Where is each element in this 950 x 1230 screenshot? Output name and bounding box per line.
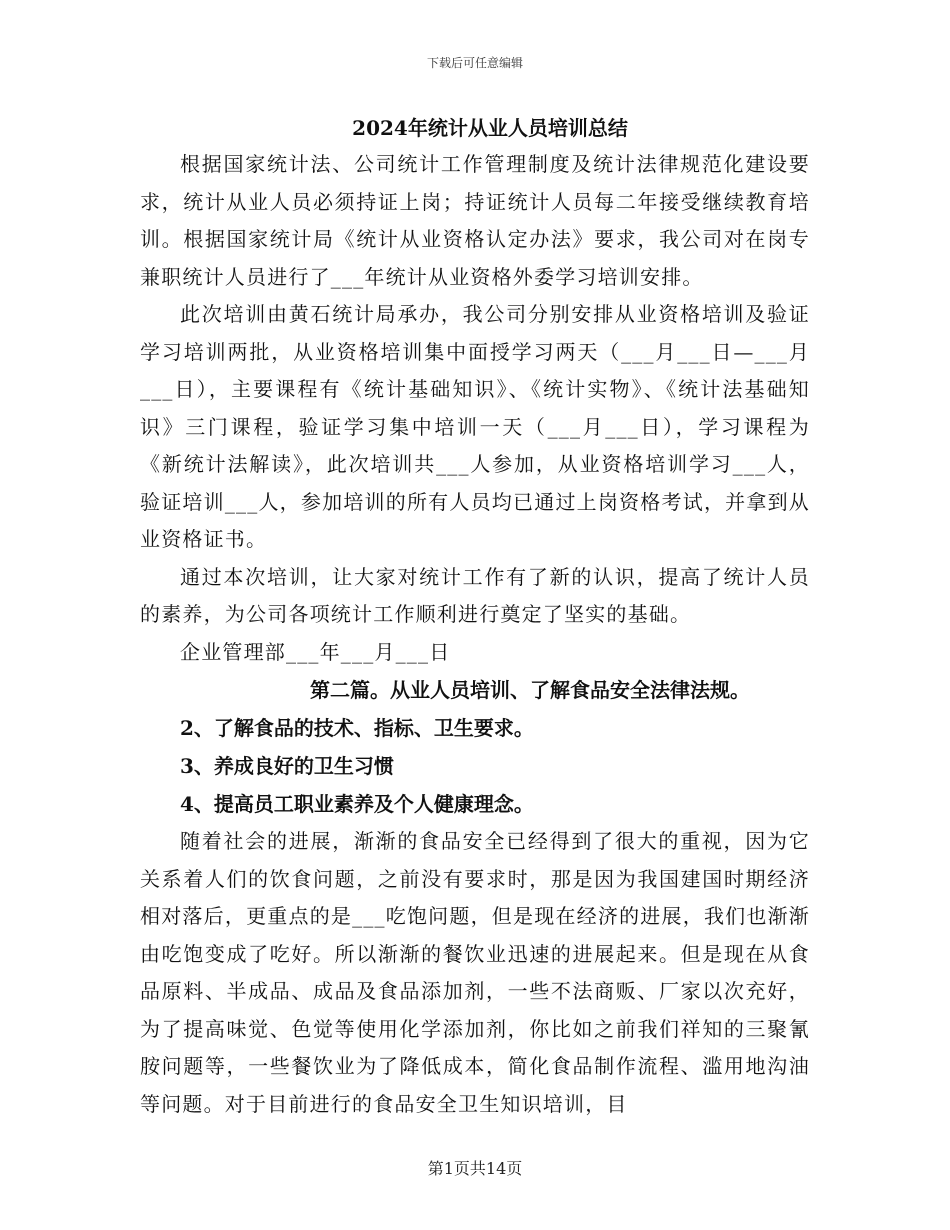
list-item: 3、养成良好的卫生习惯 [180,754,394,778]
list-item: 4、提高员工职业素养及个人健康理念。 [180,792,534,816]
paragraph-intro: 根据国家统计法、公司统计工作管理制度及统计法律规范化建设要求，统计从业人员必须持证上岗；持证统计人员每二年接受继续教育培训。根据国家统计局《统计从业资格认定办法》要求，我公司对在岗专兼职统计人员进行了___年统计从业资格外委学习培训安排。 [140,152,810,289]
paragraph-food-safety: 随着社会的进展，渐渐的食品安全已经得到了很大的重视，因为它关系着人们的饮食问题，之前没有要求时，那是因为我国建国时期经济相对落后，更重点的是___吃饱问题，但是现在经济的进展，我们也渐渐由吃饱变成了吃好。所以渐渐的餐饮业迅速的进展起来。但是现在从食品原料、半成品、成品及食品添加剂，一些不法商贩、厂家以次充好，为了提高味觉、色觉等使用化学添加剂，你比如之前我们祥知的三聚氰胺问题等，一些餐饮业为了降低成本，简化食品制作流程、滥用地沟油等问题。对于目前进行的食品安全卫生知识培训，目 [140,829,810,1116]
header-note: 下载后可任意编辑 [426,56,523,70]
paragraph-training-details: 此次培训由黄石统计局承办，我公司分别安排从业资格培训及验证学习培训两批，从业资格培训集中面授学习两天（___月___日—___月___日），主要课程有《统计基础知识》、《统计实物》、《统计法基础知识》三门课程，验证学习集中培训一天（___月___日），学习课程为《新统计法解读》，此次培训共___人参加，从业资格培训学习___人，验证培训___人，参加培训的所有人员均已通过上岗资格考试，并拿到从业资格证书。 [140,302,810,551]
paragraph-conclusion: 通过本次培训，让大家对统计工作有了新的认识，提高了统计人员的素养，为公司各项统计工作顺利进行奠定了坚实的基础。 [140,564,810,626]
section-title: 第二篇。从业人员培训、了解食品安全法律法规。 [310,678,750,702]
document-body [140,110,810,1123]
page-footer: 第1页共14页 [427,1159,523,1178]
signature-line: 企业管理部___年___月___日 [180,639,451,664]
list-item: 2、了解食品的技术、指标、卫生要求。 [180,716,534,740]
document-title: 2024年统计从业人员培训总结 [352,116,628,140]
